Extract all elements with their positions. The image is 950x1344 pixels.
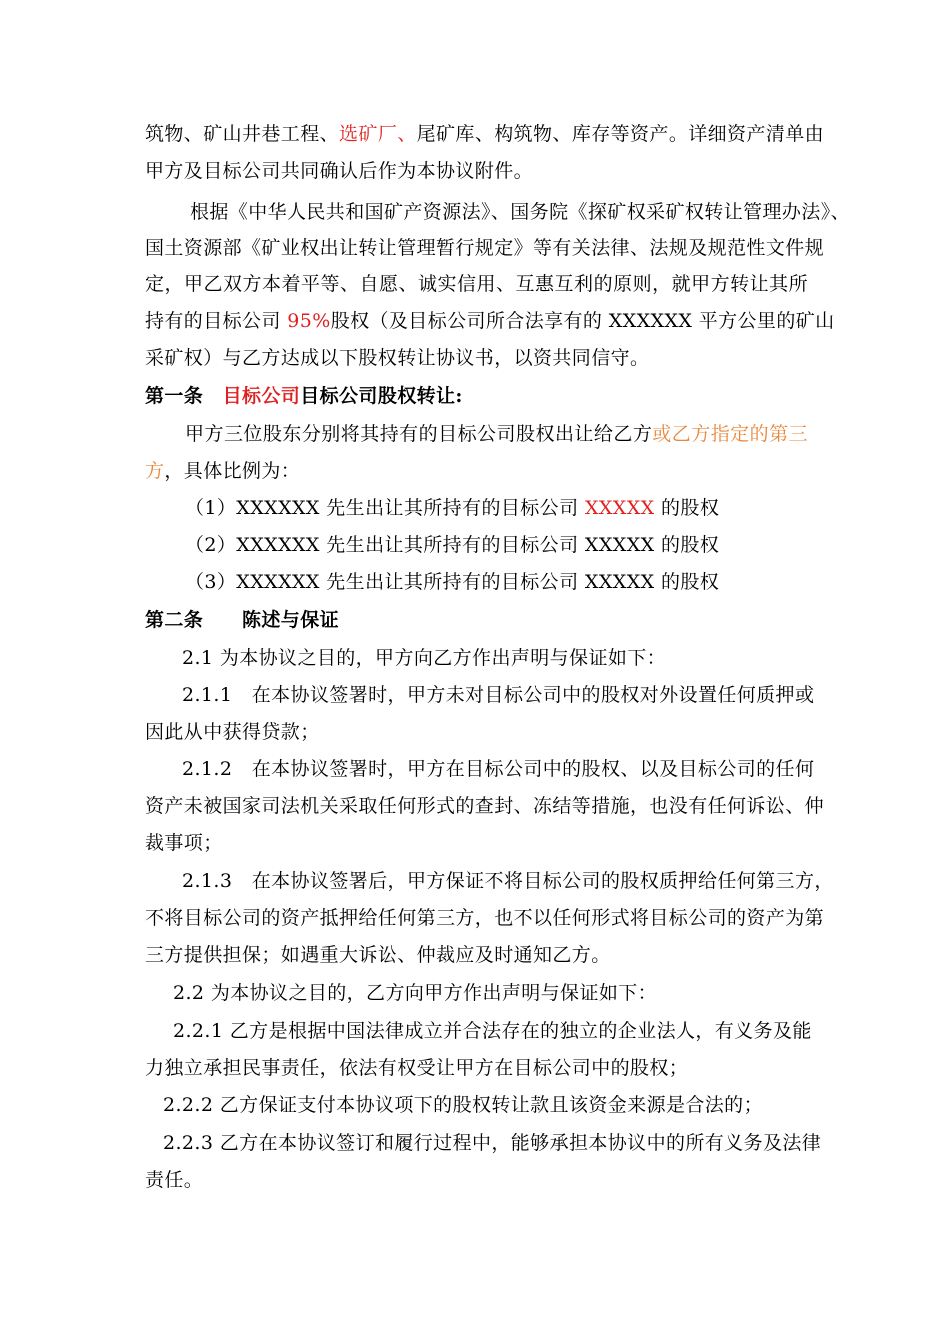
text-span: 的股权 [654,497,720,519]
article-2-heading: 第二条 陈述与保证 [145,609,340,631]
text-line: 甲方及目标公司共同确认后作为本协议附件。 [145,160,534,182]
list-item [185,492,719,524]
text-span: 筑物、矿山井巷工程、 [145,123,340,145]
text-line [145,455,300,487]
text-span: （1）XXXXXX 先生出让其所持有的目标公司 [185,497,585,519]
clause-2-2-3: 2.2.3 乙方在本协议签订和履行过程中，能够承担本协议中的所有义务及法律 [163,1132,822,1154]
text-line: 不将目标公司的资产抵押给任何第三方，也不以任何形式将目标公司的资产为第 [145,907,825,929]
text-line: 采矿权）与乙方达成以下股权转让协议书，以资共同信守。 [145,347,650,369]
text-span: 尾矿库、构筑物、库存等资产。详细资产清单由 [416,123,825,145]
text-line: 定，甲乙双方本着平等、自愿、诚实信用、互惠互利的原则，就甲方转让其所 [145,273,808,295]
text-line: 力独立承担民事责任，依法有权受让甲方在目标公司中的股权； [145,1057,689,1079]
text-span: 股权（及目标公司所合法享有的 XXXXXX 平方公里的矿山 [330,310,835,332]
text-span: 目标公司股权转让: [300,385,463,407]
text-line: 裁事项； [145,832,223,854]
clause-2-2-1: 2.2.1 乙方是根据中国法律成立并合法存在的独立的企业法人，有义务及能 [173,1020,812,1042]
clause-2-2: 2.2 为本协议之目的，乙方向甲方作出声明与保证如下： [173,982,658,1004]
text-span: ，具体比例为： [164,460,301,482]
clause-2-1: 2.1 为本协议之目的，甲方向乙方作出声明与保证如下： [182,647,667,669]
list-item: （3）XXXXXX 先生出让其所持有的目标公司 XXXXX 的股权 [185,571,720,593]
clause-2-1-2: 2.1.2 在本协议签署时，甲方在目标公司中的股权、以及目标公司的任何 [182,758,815,780]
list-item: （2）XXXXXX 先生出让其所持有的目标公司 XXXXX 的股权 [185,534,720,556]
highlighted-text: 或乙方指定的第三 [652,423,808,445]
text-line: 三方提供担保；如遇重大诉讼、仲裁应及时通知乙方。 [145,944,611,966]
text-span: 第一条 [145,385,223,407]
highlighted-text: 目标公司 [222,385,301,407]
text-line: 责任。 [145,1169,204,1191]
clause-2-1-3: 2.1.3 在本协议签署后，甲方保证不将目标公司的股权质押给任何第三方， [182,870,834,892]
highlighted-text: 方 [145,460,165,482]
text-line: 国土资源部《矿业权出让转让管理暂行规定》等有关法律、法规及规范性文件规 [145,237,825,259]
text-line: 因此从中获得贷款； [145,721,320,743]
clause-2-2-2: 2.2.2 乙方保证支付本协议项下的股权转让款且该资金来源是合法的； [163,1094,763,1116]
text-line: 资产未被国家司法机关采取任何形式的查封、冻结等措施，也没有任何诉讼、仲 [145,795,825,817]
highlighted-text: 95% [287,310,331,332]
text-line [145,305,835,337]
text-span: 持有的目标公司 [145,310,288,332]
text-line [185,418,808,450]
clause-2-1-1: 2.1.1 在本协议签署时，甲方未对目标公司中的股权对外设置任何质押或 [182,684,815,706]
text-span: 甲方三位股东分别将其持有的目标公司股权出让给乙方 [185,423,653,445]
highlighted-text: XXXXX [584,497,655,519]
article-1-heading [145,380,463,412]
text-line: 根据《中华人民共和国矿产资源法》、国务院《探矿权采矿权转让管理办法》、 [190,201,851,223]
highlighted-text: 选矿厂、 [339,123,417,145]
text-line [145,118,825,150]
